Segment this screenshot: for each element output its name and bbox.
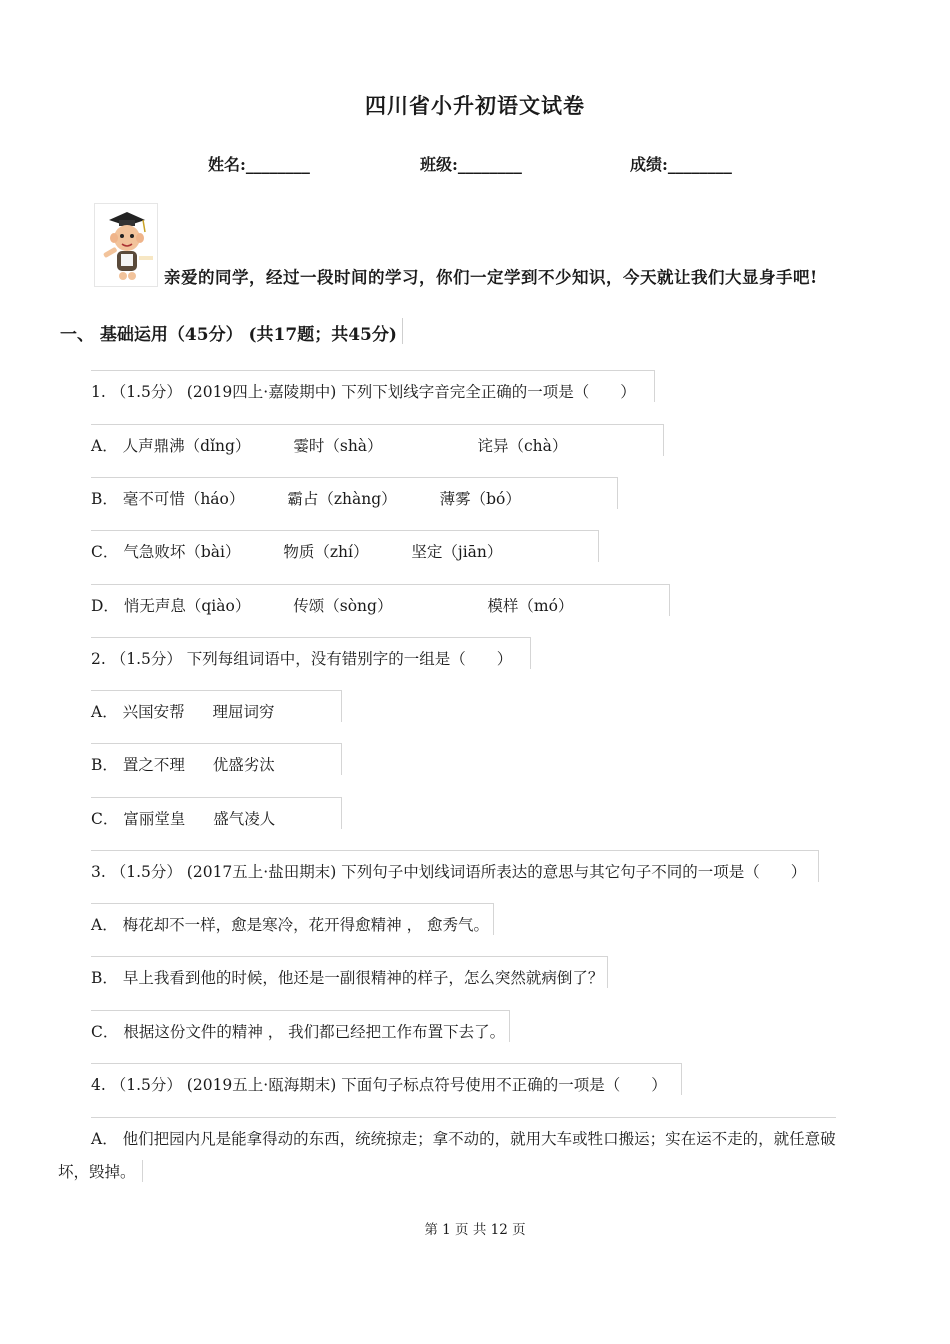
question-1-text: 1. （1.5分） (2019四上·嘉陵期中) 下列下划线字音完全正确的一项是（ ） xyxy=(91,370,655,402)
section-title: 一、 基础运用（45分） (共17题；共45分) xyxy=(60,325,397,345)
option-part: 他们把园内凡是能拿得动的东西，统统掠走；拿不动的，就用大车或牲口搬运；实在运不走的，就任意破 xyxy=(122,1130,836,1148)
option-label: C． xyxy=(91,543,119,561)
option-part: 模样（mó） xyxy=(487,597,574,615)
question-1-option-c[interactable] xyxy=(91,530,599,562)
option-label: A． xyxy=(91,437,118,455)
question-3-option-b[interactable] xyxy=(91,956,608,988)
option-part: 霸占（zhàng） xyxy=(287,490,397,508)
question-3-option-c[interactable] xyxy=(91,1010,510,1042)
name-field[interactable]: 姓名:________ xyxy=(208,155,310,174)
question-4-text: 4. （1.5分） (2019五上·瓯海期末) 下面句子标点符号使用不正确的一项是（ ） xyxy=(91,1063,682,1095)
question-4-option-a[interactable] xyxy=(91,1117,901,1149)
option-part: 优盛劣汰 xyxy=(212,756,275,774)
page-title: 四川省小升初语文试卷 xyxy=(365,93,585,118)
option-part: 兴国安帮 xyxy=(122,703,185,721)
option-part: 坏，毁掉。 xyxy=(58,1160,143,1182)
option-part: 物质（zhí） xyxy=(283,543,369,561)
option-part: 霎时（shà） xyxy=(293,437,383,455)
question-3-stem xyxy=(91,850,819,882)
question-1-option-a[interactable] xyxy=(91,424,664,456)
class-field[interactable]: 班级:________ xyxy=(420,155,522,174)
question-1-option-d[interactable] xyxy=(91,584,670,616)
option-part: 盛气凌人 xyxy=(213,810,276,828)
greeting-text: 亲爱的同学，经过一段时间的学习，你们一定学到不少知识，今天就让我们大显身手吧! xyxy=(164,268,818,287)
question-1-stem xyxy=(91,370,655,402)
question-2-text: 2. （1.5分） 下列每组词语中，没有错别字的一组是（ ） xyxy=(91,637,531,669)
question-3-text: 3. （1.5分） (2017五上·盐田期末) 下列句子中划线词语所表达的意思与其它句子不同的一项是（ ） xyxy=(91,850,819,882)
section-heading xyxy=(60,320,397,345)
option-part: 毫不可惜（háo） xyxy=(122,490,245,508)
option-part: 人声鼎沸（dǐng） xyxy=(122,437,251,455)
question-2-stem xyxy=(91,637,531,669)
option-part: 富丽堂皇 xyxy=(123,810,186,828)
option-label: D． xyxy=(91,597,119,615)
option-part: 置之不理 xyxy=(122,756,185,774)
question-2-option-a[interactable] xyxy=(91,690,342,722)
mascot-graduate-image xyxy=(94,203,158,287)
question-2-option-b[interactable] xyxy=(91,743,342,775)
question-4-stem xyxy=(91,1063,682,1095)
option-label: B． xyxy=(91,969,118,987)
option-part: 根据这份文件的精神 ， 我们都已经把工作布置下去了。 xyxy=(123,1023,506,1041)
option-label: A． xyxy=(91,1130,118,1148)
option-part: 理屈词穷 xyxy=(212,703,275,721)
question-3-option-a[interactable] xyxy=(91,903,494,935)
option-part: 薄雾（bó） xyxy=(439,490,521,508)
mascot-icon xyxy=(95,204,157,286)
question-1-option-b[interactable] xyxy=(91,477,618,509)
option-label: A． xyxy=(91,916,118,934)
option-label: C． xyxy=(91,810,119,828)
option-label: B． xyxy=(91,490,118,508)
page-footer: 第 1 页 共 12 页 xyxy=(424,1222,526,1238)
option-part: 气急败坏（bài） xyxy=(123,543,241,561)
option-label: C． xyxy=(91,1023,119,1041)
option-part: 梅花却不一样，愈是寒冷，花开得愈精神 ， 愈秀气。 xyxy=(122,916,489,934)
option-label: B． xyxy=(91,756,118,774)
question-4-option-a-continued xyxy=(58,1160,143,1182)
option-part: 坚定（jiān） xyxy=(411,543,503,561)
option-part: 传颂（sòng） xyxy=(293,597,393,615)
option-label: A． xyxy=(91,703,118,721)
option-part: 诧异（chà） xyxy=(477,437,568,455)
question-2-option-c[interactable] xyxy=(91,797,342,829)
option-part: 悄无声息（qiào） xyxy=(123,597,251,615)
section-divider xyxy=(402,318,403,344)
score-field[interactable]: 成绩:________ xyxy=(630,155,732,174)
option-part: 早上我看到他的时候，他还是一副很精神的样子，怎么突然就病倒了？ xyxy=(122,969,604,987)
